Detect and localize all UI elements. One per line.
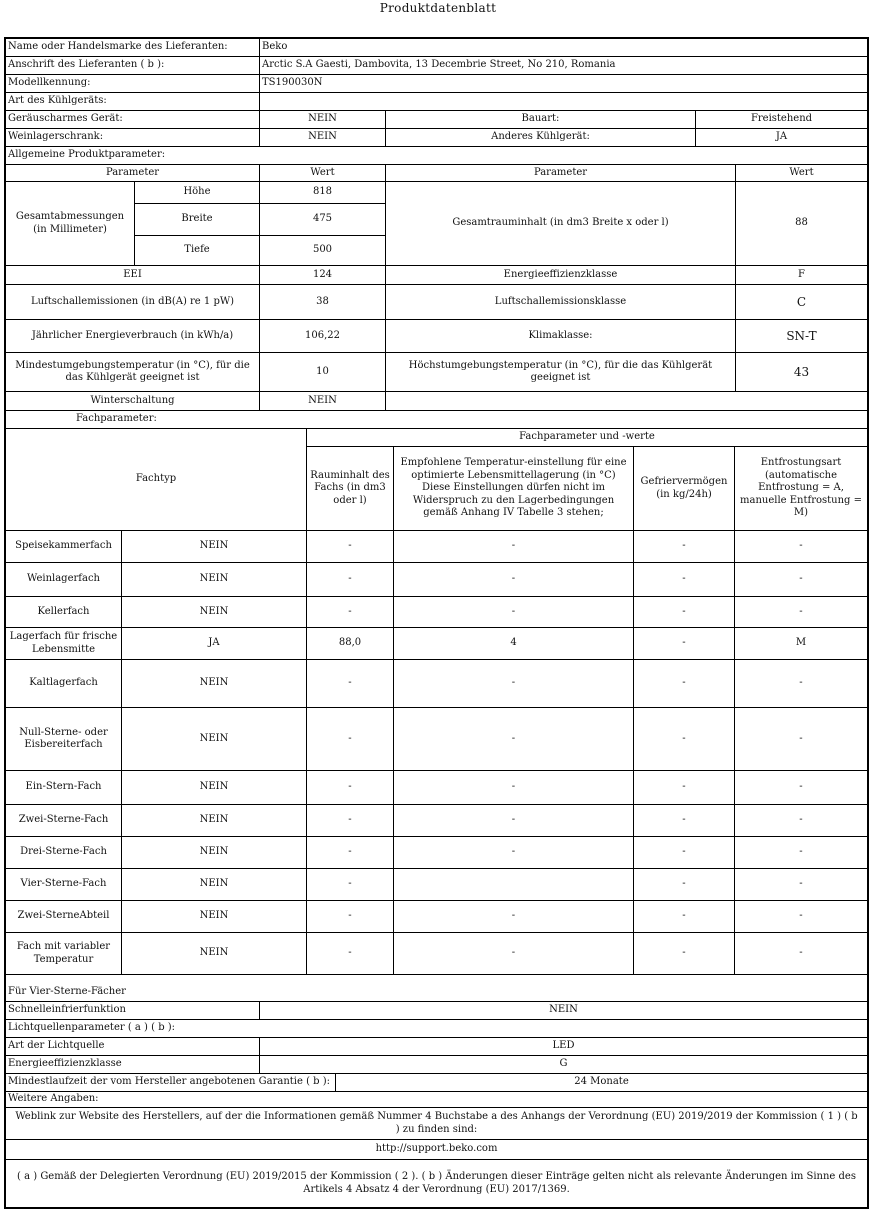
compartment-defrost: - (735, 901, 867, 933)
compartment-volume: - (307, 837, 394, 869)
warranty-label: Mindestlaufzeit der vom Hersteller angebotenen Garantie ( b ): (6, 1074, 336, 1092)
general-col-parameter-left: Parameter (6, 165, 260, 182)
noise-emission-value: 38 (260, 285, 386, 320)
low-noise-value: NEIN (260, 111, 386, 129)
compartment-defrost: - (735, 869, 867, 901)
compartment-freezing-capacity: - (634, 628, 735, 660)
energy-class-value: F (736, 266, 867, 285)
winter-switch-value: NEIN (260, 392, 386, 411)
compartment-name: Zwei-SterneAbteil (6, 901, 122, 933)
compartment-name: Null-Sterne- oder Eisbereiterfach (6, 708, 122, 771)
design-value: Freistehend (696, 111, 867, 129)
compartment-freezing-capacity: - (634, 660, 735, 708)
compartment-present: NEIN (122, 805, 307, 837)
compartment-defrost: M (735, 628, 867, 660)
wine-cabinet-label: Weinlagerschrank: (6, 129, 260, 147)
fast-freeze-label: Schnelleinfrierfunktion (6, 1002, 260, 1020)
supplier-name-label: Name oder Handelsmarke des Lieferanten: (6, 39, 260, 57)
general-col-parameter-right: Parameter (386, 165, 736, 182)
compartment-temperature: - (394, 597, 634, 628)
compartment-values-group-header: Fachparameter und -werte (307, 429, 867, 447)
compartment-temperature: - (394, 805, 634, 837)
height-value: 818 (260, 182, 386, 204)
min-ambient-temp-value: 10 (260, 353, 386, 392)
compartment-freezing-capacity: - (634, 708, 735, 771)
compartment-defrost: - (735, 805, 867, 837)
width-label: Breite (135, 204, 260, 236)
climate-class-label: Klimaklasse: (386, 320, 736, 353)
compartment-col-freezing-capacity: Gefriervermögen (in kg/24h) (634, 447, 735, 531)
compartment-volume: - (307, 660, 394, 708)
general-parameters-heading: Allgemeine Produktparameter: (6, 147, 867, 165)
total-volume-label: Gesamtrauminhalt (in dm3 Breite x oder l) (386, 182, 736, 266)
depth-value: 500 (260, 236, 386, 266)
compartment-name: Kaltlagerfach (6, 660, 122, 708)
further-info-heading: Weitere Angaben: (6, 1092, 867, 1108)
max-ambient-temp-label: Höchstumgebungstemperatur (in °C), für die das Kühlgerät geeignet ist (386, 353, 736, 392)
total-volume-value: 88 (736, 182, 867, 266)
compartment-present: NEIN (122, 771, 307, 805)
fast-freeze-value: NEIN (260, 1002, 867, 1020)
compartment-temperature: - (394, 901, 634, 933)
supplier-address-label: Anschrift des Lieferanten ( b ): (6, 57, 260, 75)
compartment-temperature (394, 869, 634, 901)
compartment-defrost: - (735, 597, 867, 628)
weblink-text: Weblink zur Website des Herstellers, auf der die Informationen gemäß Nummer 4 Buchstabe a des Anhangs der Verordnung (EU) 2019/2019 der Kommission ( 1 ) ( b ) zu finden sind: (6, 1108, 867, 1140)
annual-consumption-value: 106,22 (260, 320, 386, 353)
compartment-temperature: 4 (394, 628, 634, 660)
winter-switch-empty (386, 392, 867, 411)
compartment-present: NEIN (122, 708, 307, 771)
compartment-defrost: - (735, 771, 867, 805)
compartment-freezing-capacity: - (634, 771, 735, 805)
compartment-freezing-capacity: - (634, 869, 735, 901)
compartment-temperature: - (394, 771, 634, 805)
compartment-temperature: - (394, 563, 634, 597)
compartment-present: NEIN (122, 933, 307, 975)
compartment-present: JA (122, 628, 307, 660)
model-value: TS190030N (260, 75, 867, 93)
compartment-col-defrost: Entfrostungsart (automatische Entfrostung = A, manuelle Entfrostung = M) (735, 447, 867, 531)
compartment-temperature: - (394, 660, 634, 708)
dimensions-label: Gesamtabmessungen (in Millimeter) (6, 182, 135, 266)
other-device-value: JA (696, 129, 867, 147)
eei-value: 124 (260, 266, 386, 285)
device-type-empty (260, 93, 867, 111)
annual-consumption-label: Jährlicher Energieverbrauch (in kWh/a) (6, 320, 260, 353)
compartment-volume: - (307, 563, 394, 597)
light-source-heading: Lichtquellenparameter ( a ) ( b ): (6, 1020, 867, 1038)
eei-label: EEI (6, 266, 260, 285)
compartment-freezing-capacity: - (634, 837, 735, 869)
compartment-present: NEIN (122, 563, 307, 597)
compartment-freezing-capacity: - (634, 933, 735, 975)
compartment-freezing-capacity: - (634, 805, 735, 837)
width-value: 475 (260, 204, 386, 236)
compartment-volume: - (307, 869, 394, 901)
min-ambient-temp-label: Mindestumgebungstemperatur (in °C), für die das Kühlgerät geeignet ist (6, 353, 260, 392)
compartment-col-temperature: Empfohlene Temperatur-einstellung für eine optimierte Lebensmittellagerung (in °C) Diese Einstellungen dürfen nicht im Widerspruch zu den Lagerbedingungen gemäß Anhang IV Tabelle 3 stehen; (394, 447, 634, 531)
compartment-parameters-heading: Fachparameter: (6, 411, 867, 429)
compartment-volume: - (307, 771, 394, 805)
footnote-text: ( a ) Gemäß der Delegierten Verordnung (EU) 2019/2015 der Kommission ( 2 ). ( b ) Änderungen dieser Einträge gelten nicht als relevante Änderungen im Sinne des Artikels 4 Absatz 4 der Verordnung (EU) 2017/1369. (17, 1171, 856, 1195)
compartment-present: NEIN (122, 901, 307, 933)
noise-emission-label: Luftschallemissionen (in dB(A) re 1 pW) (6, 285, 260, 320)
compartment-defrost: - (735, 563, 867, 597)
compartment-name: Weinlagerfach (6, 563, 122, 597)
compartment-name: Drei-Sterne-Fach (6, 837, 122, 869)
compartment-volume: - (307, 708, 394, 771)
model-label: Modellkennung: (6, 75, 260, 93)
compartment-name: Ein-Stern-Fach (6, 771, 122, 805)
energy-class-label: Energieeffizienzklasse (386, 266, 736, 285)
wine-cabinet-value: NEIN (260, 129, 386, 147)
compartment-name: Zwei-Sterne-Fach (6, 805, 122, 837)
compartment-temperature: - (394, 708, 634, 771)
compartment-present: NEIN (122, 869, 307, 901)
light-energy-class-label: Energieeffizienzklasse (6, 1056, 260, 1074)
compartment-name: Fach mit variabler Temperatur (6, 933, 122, 975)
compartment-volume: - (307, 933, 394, 975)
page-title: Produktdatenblatt (379, 1, 497, 15)
general-col-value-left: Wert (260, 165, 386, 182)
noise-class-label: Luftschallemissionsklasse (386, 285, 736, 320)
compartment-present: NEIN (122, 837, 307, 869)
design-label: Bauart: (386, 111, 696, 129)
compartment-volume: - (307, 531, 394, 563)
compartment-present: NEIN (122, 597, 307, 628)
compartment-col-volume: Rauminhalt des Fachs (in dm3 oder l) (307, 447, 394, 531)
compartment-volume: - (307, 597, 394, 628)
compartment-present: NEIN (122, 660, 307, 708)
compartment-volume: - (307, 805, 394, 837)
compartment-freezing-capacity: - (634, 563, 735, 597)
product-data-sheet (4, 37, 869, 1209)
compartment-defrost: - (735, 837, 867, 869)
device-type-heading: Art des Kühlgeräts: (6, 93, 260, 111)
four-star-heading: Für Vier-Sterne-Fächer (6, 984, 867, 1002)
compartment-freezing-capacity: - (634, 597, 735, 628)
climate-class-value: SN-T (736, 320, 867, 353)
compartment-name: Lagerfach für frische Lebensmitte (6, 628, 122, 660)
compartment-name: Kellerfach (6, 597, 122, 628)
supplier-name-value: Beko (260, 39, 867, 57)
winter-switch-label: Winterschaltung (6, 392, 260, 411)
compartment-type-header: Fachtyp (6, 429, 307, 531)
compartment-name: Vier-Sterne-Fach (6, 869, 122, 901)
max-ambient-temp-value: 43 (736, 353, 867, 392)
compartment-temperature: - (394, 933, 634, 975)
depth-label: Tiefe (135, 236, 260, 266)
compartment-freezing-capacity: - (634, 901, 735, 933)
compartment-volume: - (307, 901, 394, 933)
general-col-value-right: Wert (736, 165, 867, 182)
support-url-link[interactable]: http://support.beko.com (6, 1140, 867, 1160)
compartment-freezing-capacity: - (634, 531, 735, 563)
compartment-temperature: - (394, 837, 634, 869)
compartment-name: Speisekammerfach (6, 531, 122, 563)
light-type-label: Art der Lichtquelle (6, 1038, 260, 1056)
compartment-defrost: - (735, 660, 867, 708)
other-device-label: Anderes Kühlgerät: (386, 129, 696, 147)
compartment-volume: 88,0 (307, 628, 394, 660)
light-energy-class-value: G (260, 1056, 867, 1074)
compartment-defrost: - (735, 933, 867, 975)
height-label: Höhe (135, 182, 260, 204)
compartment-temperature: - (394, 531, 634, 563)
compartment-defrost: - (735, 531, 867, 563)
light-type-value: LED (260, 1038, 867, 1056)
low-noise-label: Geräuscharmes Gerät: (6, 111, 260, 129)
warranty-value: 24 Monate (336, 1074, 867, 1092)
noise-class-value: C (736, 285, 867, 320)
supplier-address-value: Arctic S.A Gaesti, Dambovita, 13 Decembrie Street, No 210, Romania (260, 57, 867, 75)
compartment-defrost: - (735, 708, 867, 771)
compartment-present: NEIN (122, 531, 307, 563)
